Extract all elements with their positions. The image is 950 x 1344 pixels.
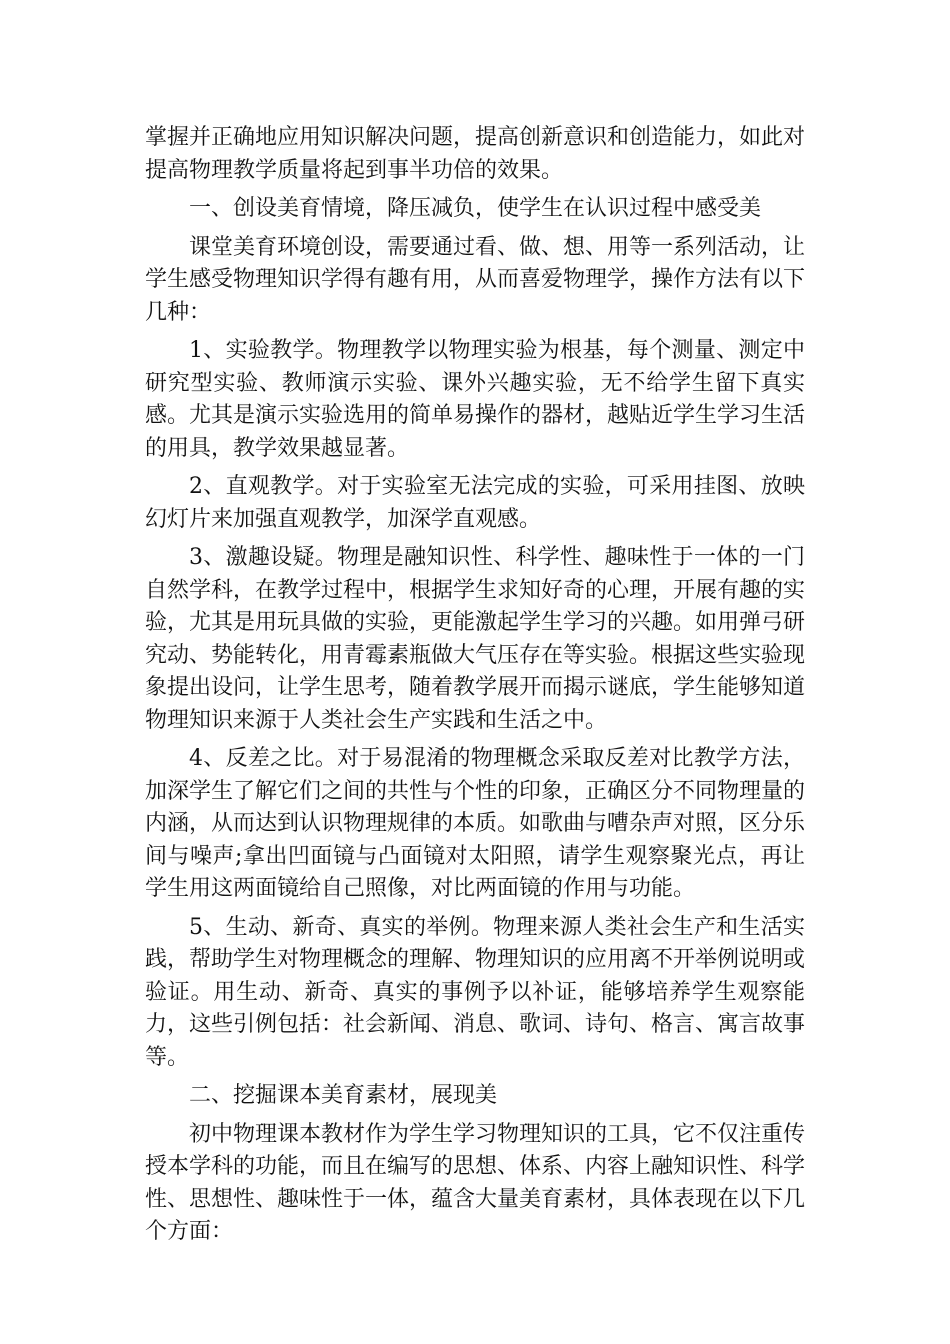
paragraph-intro: 课堂美育环境创设，需要通过看、做、想、用等一系列活动，让学生感受物理知识学得有趣有用，从而喜爱物理学，操作方法有以下几种：: [145, 234, 806, 325]
paragraph-item-3: 3、激趣设疑。物理是融知识性、科学性、趣味性于一体的一门自然学科，在教学过程中，根据学生求知好奇的心理，开展有趣的实验，尤其是用玩具做的实验，更能激起学生学习的兴趣。如用弹弓研究动、势能转化，用青霉素瓶做大气压存在等实验。根据这些实验现象提出设问，让学生思考，随着教学展开而揭示谜底，学生能够知道物理知识来源于人类社会生产实践和生活之中。: [145, 545, 806, 733]
section-heading-1: 一、创设美育情境，降压减负，使学生在认识过程中感受美: [189, 196, 762, 221]
section-heading-2: 二、挖掘课本美育素材，展现美: [189, 1083, 498, 1108]
paragraph-item-4: 4、反差之比。对于易混淆的物理概念采取反差对比教学方法，加深学生了解它们之间的共性与个性的印象，正确区分不同物理量的内涵，从而达到认识物理规律的本质。如歌曲与嘈杂声对照，区分乐间与噪声;拿出凹面镜与凸面镜对太阳照，请学生观察聚光点，再让学生用这两面镜给自己照像，对比两面镜的作用与功能。: [145, 746, 806, 901]
paragraph-item-5: 5、生动、新奇、真实的举例。物理来源人类社会生产和生活实践，帮助学生对物理概念的理解、物理知识的应用离不开举例说明或验证。用生动、新奇、真实的事例予以补证，能够培养学生观察能力，这些引例包括：社会新闻、消息、歌词、诗句、格言、寓言故事等。: [145, 914, 806, 1070]
paragraph-section-2: 初中物理课本教材作为学生学习物理知识的工具，它不仅注重传授本学科的功能，而且在编写的思想、体系、内容上融知识性、科学性、思想性、趣味性于一体，蕴含大量美育素材，具体表现在以下几个方面：: [145, 1121, 806, 1244]
document-body: [145, 122, 805, 1255]
paragraph-item-2: 2、直观教学。对于实验室无法完成的实验，可采用挂图、放映幻灯片来加强直观教学，加深学直观感。: [145, 474, 805, 532]
paragraph-item-1: 1、实验教学。物理教学以物理实验为根基，每个测量、测定中研究型实验、教师演示实验、课外兴趣实验，无不给学生留下真实感。尤其是演示实验选用的简单易操作的器材，越贴近学生学习生活的用具，教学效果越显著。: [145, 338, 806, 461]
paragraph-continuation: 掌握并正确地应用知识解决问题，提高创新意识和创造能力，如此对提高物理教学质量将起到事半功倍的效果。: [145, 125, 806, 183]
